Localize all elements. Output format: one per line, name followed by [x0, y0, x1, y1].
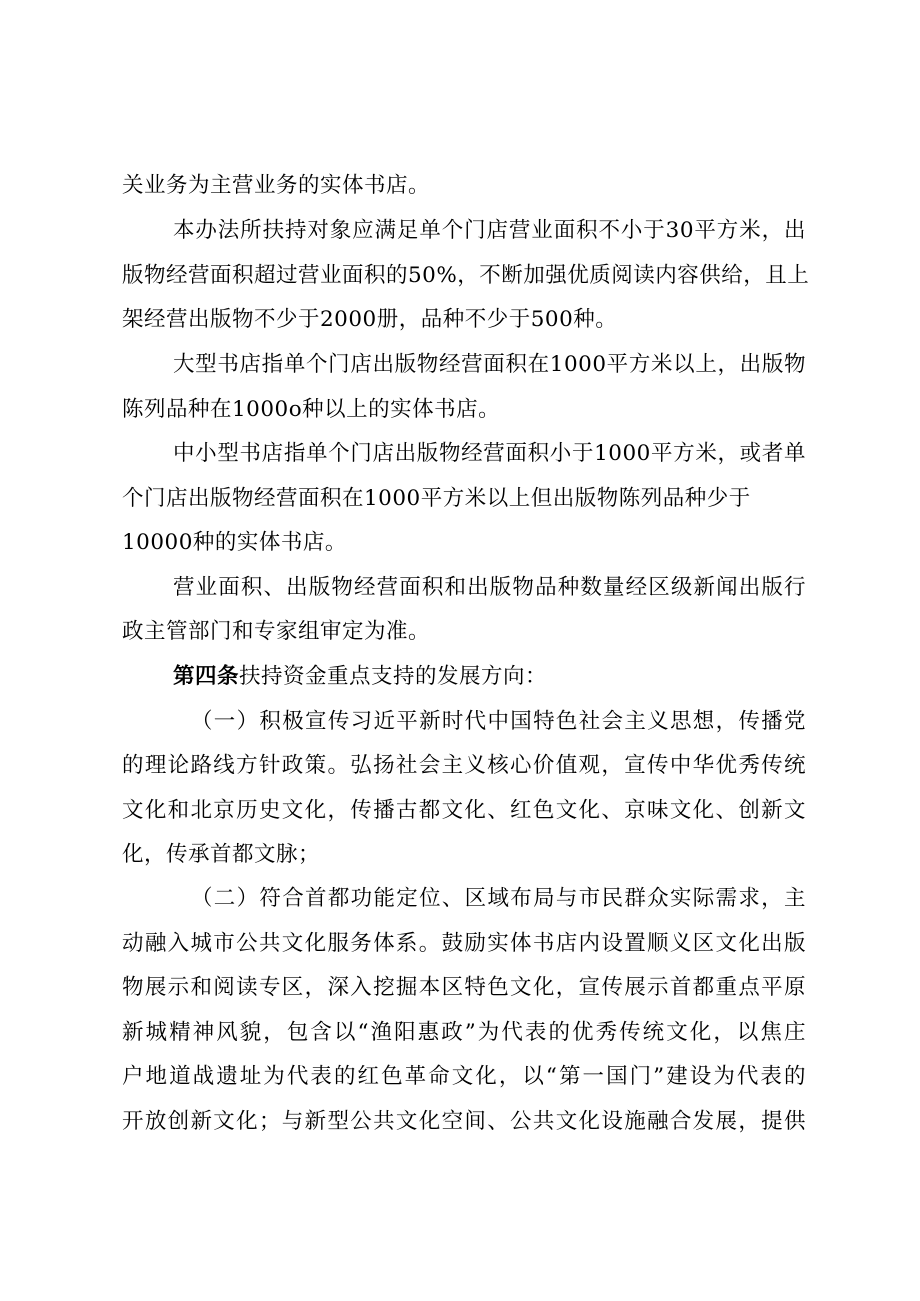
paragraph-line: 陈列品种在1000o种以上的实体书店。	[122, 397, 501, 422]
article-heading: 第四条	[173, 664, 240, 689]
paragraph-line: 物展示和阅读专区，深入挖掘本区特色文化，宣传展示首都重点平原	[122, 975, 806, 1000]
paragraph-line: 新城精神风貌，包含以“渔阳惠政”为代表的优秀传统文化，以焦庄	[122, 1020, 806, 1045]
paragraph-line: 的理论路线方针政策。弘扬社会主义核心价值观，宣传中华优秀传统	[122, 753, 806, 778]
paragraph-line: 10000种的实体书店。	[122, 530, 347, 555]
paragraph-line: 架经营出版物不少于2000册，品种不少于500种。	[122, 307, 618, 332]
paragraph-line: 中小型书店指单个门店出版物经营面积小于1000平方米，或者单	[173, 441, 806, 466]
paragraph-line: 政主管部门和专家组审定为准。	[122, 619, 431, 644]
paragraph-line: 文化和北京历史文化，传播古都文化、红色文化、京味文化、创新文	[122, 798, 806, 823]
paragraph-line: 本办法所扶持对象应满足单个门店营业面积不小于30平方米，出	[173, 218, 806, 243]
paragraph-line: 开放创新文化；与新型公共文化空间、公共文化设施融合发展，提供	[122, 1109, 806, 1134]
paragraph-line: 营业面积、出版物经营面积和出版物品种数量经区级新闻出版行	[173, 575, 806, 600]
paragraph-line: 版物经营面积超过营业面积的50%，不断加强优质阅读内容供给，且上	[122, 263, 810, 288]
paragraph-line: 户地道战遗址为代表的红色革命文化，以“第一国门”建设为代表的	[122, 1064, 806, 1089]
paragraph-line: 个门店出版物经营面积在1000平方米以上但出版物陈列品种少于	[122, 486, 751, 511]
paragraph-line: 关业务为主营业务的实体书店。	[122, 173, 431, 198]
paragraph-line: 动融入城市公共文化服务体系。鼓励实体书店内设置顺义区文化出版	[122, 931, 806, 956]
paragraph-line: 化，传承首都文脉；	[122, 842, 321, 867]
article-line	[173, 662, 547, 692]
article-text: 扶持资金重点支持的发展方向：	[239, 664, 548, 689]
paragraph-line: （二）符合首都功能定位、区域布局与市民群众实际需求，主	[191, 886, 806, 911]
paragraph-line: 大型书店指单个门店出版物经营面积在1000平方米以上，出版物	[173, 352, 806, 377]
paragraph-line: （一）积极宣传习近平新时代中国特色社会主义思想，传播党	[191, 709, 806, 734]
